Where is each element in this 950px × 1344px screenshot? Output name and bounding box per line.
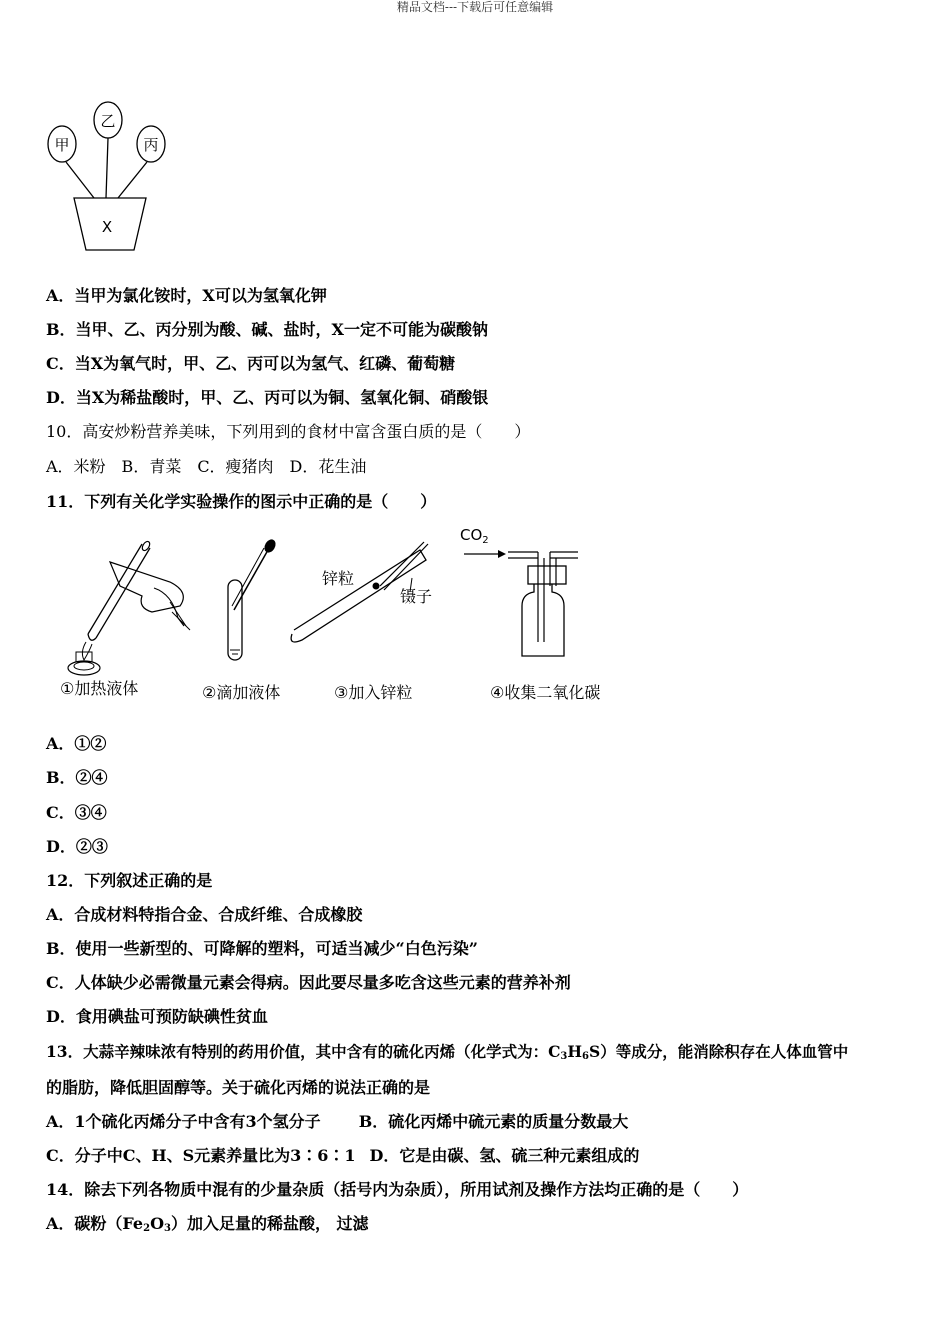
q12-option-b: B．使用一些新型的、可降解的塑料，可适当减少“白色污染” xyxy=(46,939,478,958)
q12-option-d: D．食用碘盐可预防缺碘性贫血 xyxy=(46,1007,268,1026)
stem-yi xyxy=(106,138,108,198)
tweezers-label: 镊子 xyxy=(400,587,433,606)
label-yi: 乙 xyxy=(100,112,116,130)
pot-diagram xyxy=(44,100,174,265)
q11-option-b: B．②④ xyxy=(46,768,108,787)
heating-liquid-illustration xyxy=(68,540,190,675)
label-bing: 丙 xyxy=(143,136,159,154)
q9-option-c: C．当X为氧气时，甲、乙、丙可以为氢气、红磷、葡萄糖 xyxy=(46,354,456,373)
label-x: X xyxy=(101,218,113,236)
q9-option-a: A．当甲为氯化铵时，X可以为氢氧化钾 xyxy=(46,286,327,305)
q13-option-c: C．分子中C、H、S元素养量比为3∶6∶1 xyxy=(46,1146,356,1165)
q11-option-a: A．①② xyxy=(46,734,107,753)
q10-options: A．米粉 B．青菜 C．瘦猪肉 D．花生油 xyxy=(46,457,367,476)
q13-stem-line2: 的脂肪，降低胆固醇等。关于硫化丙烯的说法正确的是 xyxy=(46,1078,431,1097)
stem-bing xyxy=(118,162,147,198)
zinc-label: 锌粒 xyxy=(322,569,355,588)
q14-stem: 14．除去下列各物质中混有的少量杂质（括号内为杂质），所用试剂及操作方法均正确的是（ ） xyxy=(46,1180,749,1199)
lab-operations-figure xyxy=(50,522,630,708)
q12-option-c: C．人体缺少必需微量元素会得病。因此要尽量多吃含这些元素的营养补剂 xyxy=(46,973,571,992)
q13-option-b: B．硫化丙烯中硫元素的质量分数最大 xyxy=(358,1112,629,1131)
q13-options-ab xyxy=(46,1112,628,1132)
q13-options-cd xyxy=(46,1146,639,1166)
dropping-liquid-illustration xyxy=(228,537,278,660)
q11-option-c: C．③④ xyxy=(46,803,107,822)
q14-option-a: A．碳粉$(Fe_2O_3)$加入足量的稀盐酸， 过滤 xyxy=(46,1214,369,1234)
q9-option-d: D．当X为稀盐酸时，甲、乙、丙可以为铜、氢氧化铜、硝酸银 xyxy=(46,388,489,407)
collecting-co2-illustration xyxy=(460,526,578,656)
q10-stem: 10．高安炒粉营养美味，下列用到的食材中富含蛋白质的是（ ） xyxy=(46,422,531,441)
page-header: 精品文档---下载后可任意编辑 xyxy=(396,0,554,14)
stem-jia xyxy=(66,162,94,198)
q9-option-b: B．当甲、乙、丙分别为酸、碱、盐时，X一定不可能为碳酸钠 xyxy=(46,320,488,339)
q13-stem: 13．大蒜辛辣味浓有特别的药用价值，其中含有的硫化丙烯（化学式为：$C_3H_6S$）等成分，能消除积存在人体血管中 xyxy=(46,1042,849,1062)
q13-option-a: A．1个硫化丙烯分子中含有3个氢分子 xyxy=(46,1112,321,1131)
q11-option-d: D．②③ xyxy=(46,837,108,856)
co2-label: $CO_2$ xyxy=(460,526,489,546)
lab-label-1: ①加热液体 xyxy=(60,679,139,698)
lab-label-4: ④收集二氧化碳 xyxy=(490,683,601,702)
label-jia: 甲 xyxy=(54,136,70,154)
q13-option-d: D．它是由碳、氢、硫三种元素组成的 xyxy=(369,1146,640,1165)
q12-option-a: A．合成材料特指合金、合成纤维、合成橡胶 xyxy=(46,905,363,924)
lab-label-3: ③加入锌粒 xyxy=(334,683,413,702)
q11-stem: 11．下列有关化学实验操作的图示中正确的是（ ） xyxy=(46,492,437,511)
q12-stem: 12．下列叙述正确的是 xyxy=(46,871,213,890)
lab-label-2: ②滴加液体 xyxy=(202,683,281,702)
